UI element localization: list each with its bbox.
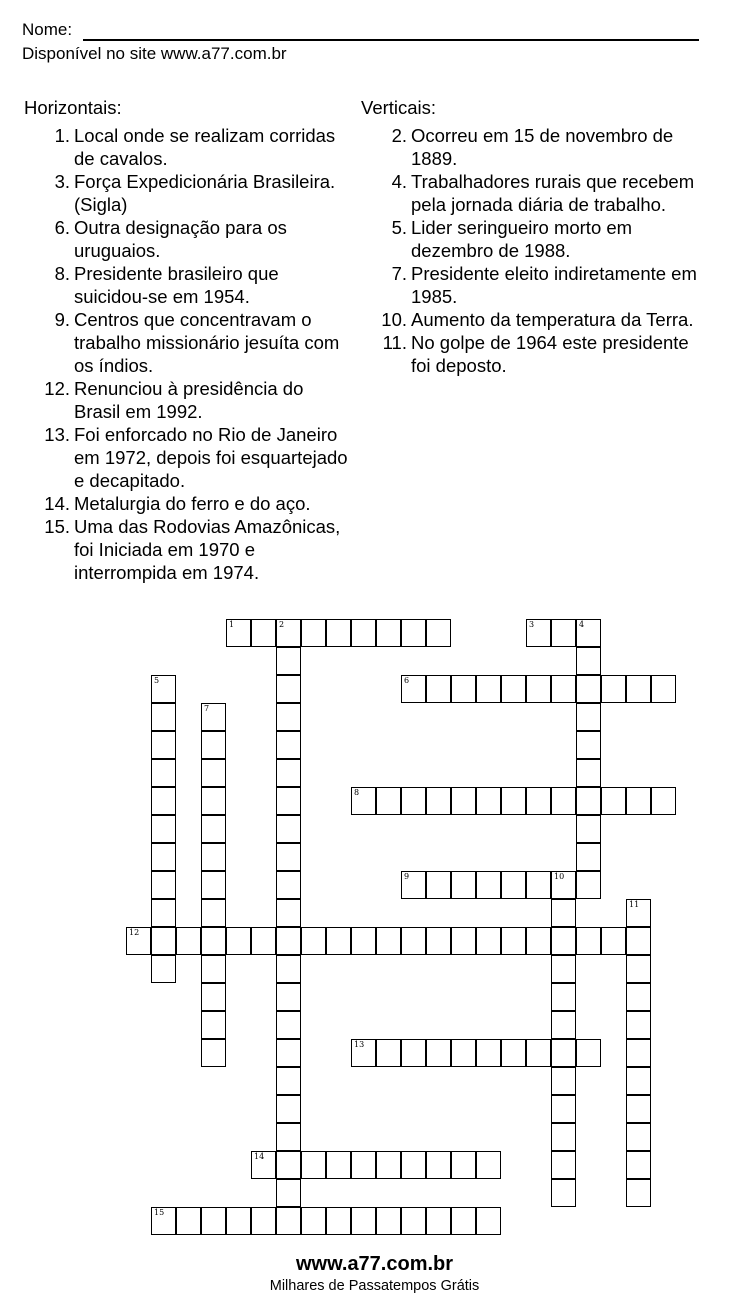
crossword-cell[interactable] [151,759,176,787]
crossword-cell[interactable] [351,1039,376,1067]
crossword-cell[interactable] [201,899,226,927]
crossword-cell[interactable] [451,1151,476,1179]
clue-text: No golpe de 1964 este presidente foi deposto. [411,332,689,376]
clue-number: 9. [54,309,70,330]
crossword-cell[interactable] [451,675,476,703]
crossword-cell[interactable] [401,927,426,955]
clue-number: 7. [391,263,407,284]
crossword-cell[interactable] [276,1067,301,1095]
crossword-cell[interactable] [401,1207,426,1235]
crossword-cell[interactable] [201,983,226,1011]
crossword-cell[interactable] [251,619,276,647]
crossword-cell[interactable] [376,787,401,815]
crossword-cell[interactable] [376,1151,401,1179]
crossword-cell[interactable] [551,1011,576,1039]
crossword-cell[interactable] [526,1039,551,1067]
crossword-cell[interactable] [276,647,301,675]
site-line: Disponível no site www.a77.com.br [22,44,287,63]
crossword-cell[interactable] [401,1039,426,1067]
clue-text: Ocorreu em 15 de novembro de 1889. [411,125,674,169]
crossword-cell[interactable] [401,675,426,703]
clue-number: 13. [44,424,70,445]
clue-number: 12. [44,378,70,399]
crossword-cell[interactable] [401,787,426,815]
crossword-cell[interactable] [426,1207,451,1235]
crossword-cell[interactable] [551,871,576,899]
clue-text: Foi enforcado no Rio de Janeiro em 1972, depois foi esquartejado e decapitado. [74,424,348,491]
crossword-cell[interactable] [551,1179,576,1207]
crossword-cell[interactable] [276,619,301,647]
footer-site: www.a77.com.br [295,1253,454,1275]
clue-number: 8. [54,263,70,284]
crossword-cell[interactable] [251,1151,276,1179]
clue-text: Uma das Rodovias Amazônicas, foi Iniciada em 1970 e interrompida em 1974. [74,516,341,583]
clue-number: 3. [54,171,70,192]
crossword-cell[interactable] [501,871,526,899]
crossword-cell[interactable] [451,927,476,955]
crossword-cell[interactable] [151,899,176,927]
crossword-cell[interactable] [626,787,651,815]
footer-tagline: Milhares de Passatempos Grátis [269,1278,480,1294]
crossword-cell[interactable] [576,703,601,731]
crossword-cell[interactable] [551,1067,576,1095]
crossword-cell[interactable] [576,731,601,759]
crossword-cell[interactable] [476,1039,501,1067]
crossword-cell[interactable] [351,927,376,955]
crossword-cell[interactable] [551,899,576,927]
crossword-cell[interactable] [626,1067,651,1095]
crossword-cell[interactable] [426,787,451,815]
clue-number: 14. [44,493,70,514]
crossword-cell[interactable] [476,675,501,703]
clue-number: 15. [44,516,70,537]
crossword-cell[interactable] [651,675,676,703]
crossword-cell[interactable] [176,1207,201,1235]
crossword-cell[interactable] [626,927,651,955]
crossword-cell[interactable] [301,619,326,647]
cell-number: 15 [154,1208,165,1217]
crossword-cell[interactable] [276,843,301,871]
crossword-cell[interactable] [426,1151,451,1179]
crossword-cell[interactable] [451,1039,476,1067]
crossword-cell[interactable] [151,815,176,843]
crossword-cell[interactable] [201,1011,226,1039]
crossword-cell[interactable] [576,871,601,899]
cell-number: 3 [529,620,535,629]
crossword-cell[interactable] [251,927,276,955]
crossword-cell[interactable] [601,927,626,955]
crossword-cell[interactable] [401,871,426,899]
cell-number: 6 [404,676,410,685]
crossword-cell[interactable] [151,703,176,731]
crossword-cell[interactable] [601,787,626,815]
crossword-cell[interactable] [626,955,651,983]
cell-number: 5 [154,676,160,685]
crossword-cell[interactable] [126,927,151,955]
crossword-cell[interactable] [426,675,451,703]
crossword-cell[interactable] [276,1123,301,1151]
clue-number: 6. [54,217,70,238]
crossword-cell[interactable] [576,1039,601,1067]
crossword-cell[interactable] [426,619,451,647]
name-label: Nome: [22,20,73,39]
crossword-cell[interactable] [376,619,401,647]
clue-text: Centros que concentravam o trabalho missionário jesuíta com os índios. [74,309,340,376]
cell-number: 13 [354,1040,365,1049]
crossword-cell[interactable] [576,815,601,843]
horizontal-heading: Horizontais: [24,97,122,118]
crossword-cell[interactable] [476,1207,501,1235]
crossword-cell[interactable] [451,1207,476,1235]
crossword-cell[interactable] [276,1179,301,1207]
crossword-cell[interactable] [451,871,476,899]
clue-number: 4. [391,171,407,192]
crossword-cell[interactable] [351,619,376,647]
crossword-cell[interactable] [151,927,176,955]
crossword-cell[interactable] [576,927,601,955]
crossword-cell[interactable] [201,871,226,899]
crossword-cell[interactable] [651,787,676,815]
crossword-cell[interactable] [576,843,601,871]
crossword-cell[interactable] [551,787,576,815]
crossword-cell[interactable] [226,927,251,955]
crossword-cell[interactable] [201,731,226,759]
crossword-cell[interactable] [501,927,526,955]
crossword-cell[interactable] [276,899,301,927]
crossword-cell[interactable] [276,675,301,703]
crossword-cell[interactable] [426,927,451,955]
crossword-cell[interactable] [551,1095,576,1123]
crossword-cell[interactable] [626,1095,651,1123]
crossword-cell[interactable] [601,675,626,703]
crossword-cell[interactable] [551,1123,576,1151]
cell-number: 2 [279,620,285,629]
crossword-cell[interactable] [251,1207,276,1235]
crossword-cell[interactable] [201,927,226,955]
crossword-cell[interactable] [276,1151,301,1179]
crossword-cell[interactable] [476,927,501,955]
clue-text: Outra designação para os uruguaios. [74,217,287,261]
crossword-cell[interactable] [276,703,301,731]
crossword-cell[interactable] [551,619,576,647]
crossword-cell[interactable] [526,619,551,647]
clue-text: Presidente eleito indiretamente em 1985. [411,263,697,307]
crossword-cell[interactable] [576,647,601,675]
clue-text: Força Expedicionária Brasileira. (Sigla) [74,171,336,215]
crossword-cell[interactable] [626,1123,651,1151]
crossword-cell[interactable] [351,1207,376,1235]
crossword-cell[interactable] [526,787,551,815]
crossword-cell[interactable] [476,871,501,899]
cell-number: 14 [254,1152,265,1161]
crossword-cell[interactable] [201,703,226,731]
crossword-cell[interactable] [526,927,551,955]
crossword-cell[interactable] [276,871,301,899]
crossword-cell[interactable] [626,1151,651,1179]
crossword-cell[interactable] [276,731,301,759]
crossword-cell[interactable] [551,955,576,983]
crossword-cell[interactable] [151,871,176,899]
crossword-cell[interactable] [276,1095,301,1123]
clue-number: 5. [391,217,407,238]
crossword-cell[interactable] [201,955,226,983]
clue-text: Metalurgia do ferro e do aço. [74,493,311,514]
crossword-cell[interactable] [151,1207,176,1235]
clue-number: 10. [381,309,407,330]
crossword-cell[interactable] [626,899,651,927]
cell-number: 4 [579,620,585,629]
clue-text: Presidente brasileiro que suicidou-se em 1954. [74,263,279,307]
crossword-cell[interactable] [276,955,301,983]
crossword-cell[interactable] [576,759,601,787]
crossword-cell[interactable] [376,1207,401,1235]
crossword-cell[interactable] [276,1207,301,1235]
crossword-cell[interactable] [376,1039,401,1067]
clue-text: Local onde se realizam corridas de cavalos. [74,125,336,169]
crossword-cell[interactable] [426,1039,451,1067]
crossword-cell[interactable] [451,787,476,815]
clue-text: Aumento da temperatura da Terra. [411,309,694,330]
clue-text: Renunciou à presidência do Brasil em 1992. [74,378,304,422]
cell-number: 12 [129,928,140,937]
clue-text: Trabalhadores rurais que recebem pela jornada diária de trabalho. [411,171,695,215]
clue-number: 2. [391,125,407,146]
crossword-cell[interactable] [201,815,226,843]
crossword-cell[interactable] [626,983,651,1011]
crossword-cell[interactable] [276,927,301,955]
crossword-cell[interactable] [276,815,301,843]
crossword-cell[interactable] [276,1011,301,1039]
cell-number: 7 [204,704,210,713]
crossword-cell[interactable] [376,927,401,955]
vertical-heading: Verticais: [361,97,437,118]
crossword-cell[interactable] [576,675,601,703]
crossword-cell[interactable] [551,927,576,955]
crossword-cell[interactable] [276,983,301,1011]
crossword-cell[interactable] [151,955,176,983]
crossword-cell[interactable] [326,927,351,955]
crossword-cell[interactable] [626,675,651,703]
crossword-cell[interactable] [551,983,576,1011]
cell-number: 10 [554,872,565,881]
crossword-cell[interactable] [551,675,576,703]
crossword-cell[interactable] [276,787,301,815]
crossword-cell[interactable] [476,787,501,815]
crossword-cell[interactable] [301,1151,326,1179]
crossword-cell[interactable] [351,787,376,815]
crossword-cell[interactable] [626,1179,651,1207]
crossword-cell[interactable] [301,927,326,955]
crossword-cell[interactable] [576,787,601,815]
crossword-cell[interactable] [201,787,226,815]
crossword-cell[interactable] [501,1039,526,1067]
crossword-cell[interactable] [501,787,526,815]
crossword-cell[interactable] [551,1151,576,1179]
crossword-cell[interactable] [426,871,451,899]
crossword-cell[interactable] [526,871,551,899]
crossword-cell[interactable] [301,1207,326,1235]
cell-number: 8 [354,788,360,797]
crossword-cell[interactable] [226,1207,251,1235]
crossword-cell[interactable] [576,619,601,647]
crossword-cell[interactable] [151,843,176,871]
crossword-cell[interactable] [501,675,526,703]
cell-number: 1 [229,620,235,629]
clue-number: 1. [54,125,70,146]
crossword-cell[interactable] [401,619,426,647]
crossword-cell[interactable] [201,1039,226,1067]
crossword-cell[interactable] [151,787,176,815]
crossword-cell[interactable] [626,1011,651,1039]
crossword-cell[interactable] [201,843,226,871]
cell-number: 9 [404,872,410,881]
crossword-cell[interactable] [226,619,251,647]
crossword-cell[interactable] [351,1151,376,1179]
crossword-cell[interactable] [476,1151,501,1179]
crossword-cell[interactable] [276,759,301,787]
crossword-cell[interactable] [401,1151,426,1179]
crossword-cell[interactable] [526,675,551,703]
crossword-cell[interactable] [151,731,176,759]
clue-text: Lider seringueiro morto em dezembro de 1988. [411,217,633,261]
crossword-cell[interactable] [326,1207,351,1235]
crossword-cell[interactable] [151,675,176,703]
crossword-cell[interactable] [551,1039,576,1067]
crossword-cell[interactable] [276,1039,301,1067]
cell-number: 11 [629,900,640,909]
crossword-cell[interactable] [201,1207,226,1235]
crossword-cell[interactable] [176,927,201,955]
crossword-cell[interactable] [326,619,351,647]
crossword-cell[interactable] [326,1151,351,1179]
crossword-cell[interactable] [201,759,226,787]
crossword-cell[interactable] [626,1039,651,1067]
clue-number: 11. [382,332,407,353]
